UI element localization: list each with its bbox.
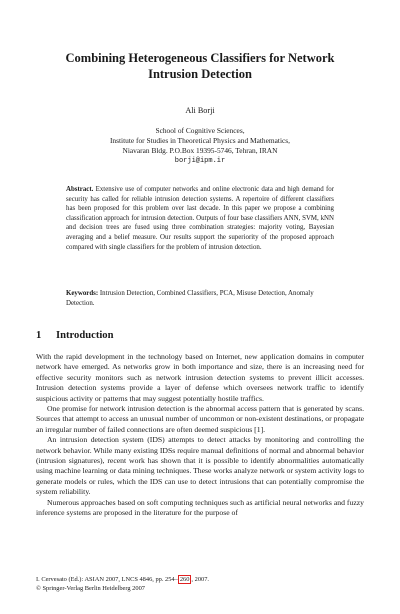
abstract-label: Abstract. [66, 186, 94, 193]
citation-line [36, 575, 364, 585]
citation-suffix: , 2007. [191, 576, 209, 583]
affiliation-line-3: Niavaran Bldg. P.O.Box 19395-5746, Tehran, IRAN [122, 146, 278, 155]
affiliation [40, 126, 360, 166]
paragraph-3: An intrusion detection system (IDS) attempts to detect attacks by monitoring and controlling the network behavior. While many existing IDSs require manual definitions of normal and abnormal behavior (intrusion signatures), recent work has shown that it is possible to identify abnormalities automatically using machine learning or data mining techniques. These works analyze network or system activity logs to generate models or rules, which the IDS can use to detect intrusions that can potentially compromise the system reliability. [36, 435, 364, 497]
author-name: Ali Borji [185, 106, 215, 115]
section-title: Introduction [56, 330, 114, 341]
keywords-label: Keywords: [66, 290, 99, 297]
section-number: 1 [36, 330, 42, 341]
section-heading [36, 330, 114, 341]
footer [36, 575, 364, 593]
copyright-line: © Springer-Verlag Berlin Heidelberg 2007 [36, 584, 145, 592]
title-line-1: Combining Heterogeneous Classifiers for Network [65, 51, 335, 65]
citation-page-box: 260 [179, 576, 190, 583]
title-line-2: Intrusion Detection [148, 67, 252, 81]
paragraph-1: With the rapid development in the technology based on Internet, new application domains in computer network have emerged. As networks grow in both importance and size, there is an increasing need for effective security monitors such as network intrusion detection systems to prevent illicit accesses. Intrusion detection systems provide a layer of defense which oversees network traffic to identify suspicious activity or patterns that may suggest potentially hostile traffics. [36, 352, 364, 403]
keywords [66, 289, 334, 308]
body-text [36, 352, 364, 519]
paragraph-4: Numerous approaches based on soft computing techniques such as artificial neural networks and fuzzy inference systems are proposed in the literature for the purpose of [36, 497, 364, 518]
citation-prefix: I. Cervesato (Ed.): ASIAN 2007, LNCS 4846, pp. 254– [36, 576, 178, 583]
author-email: borji@ipm.ir [174, 157, 226, 165]
keywords-text: Intrusion Detection, Combined Classifiers, PCA, Misuse Detection, Anomaly Detection. [66, 290, 314, 307]
affiliation-line-1: School of Cognitive Sciences, [155, 126, 245, 135]
paper-title [40, 50, 360, 82]
affiliation-line-2: Institute for Studies in Theoretical Physics and Mathematics, [109, 136, 291, 145]
abstract-text: Extensive use of computer networks and online electronic data and high demand for security has called for reliable intrusion detection systems. A repertoire of different classifiers has been proposed for this problem over last decade. In this paper we propose a combining classification approach for intrusion detection. Outputs of four base classifiers ANN, SVM, kNN and decision trees are fused using three combination strategies: majority voting, Bayesian averaging and a belief measure. Our results support the superiority of the proposed approach compared with single classifiers for the problem of intrusion detection. [66, 186, 334, 251]
paragraph-2: One promise for network intrusion detection is the abnormal access pattern that is generated by scans. Sources that attempt to access an unusual number of uncommon or non-existent destinations, or propagate an irregular number of failed connections are often deemed suspicious [1]. [36, 404, 364, 434]
abstract [66, 185, 334, 252]
